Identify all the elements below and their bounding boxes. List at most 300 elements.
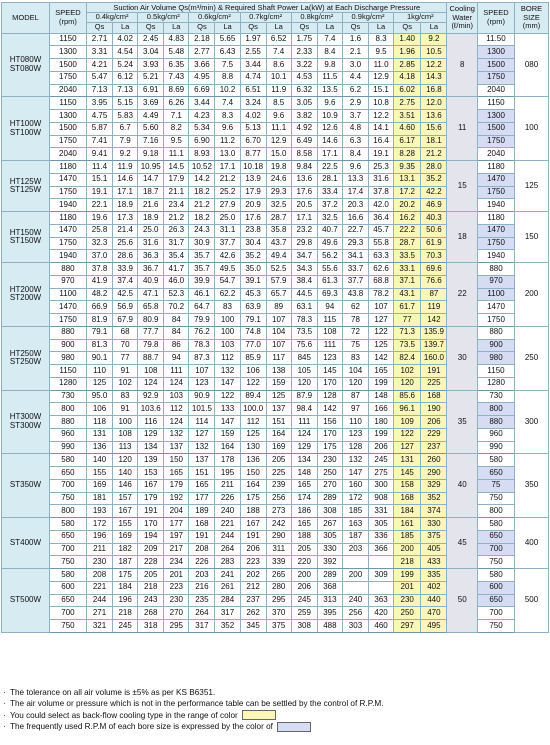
la-cell: 195 [215, 467, 240, 480]
qs-cell: 235 [189, 594, 215, 607]
model-name: ST150W [9, 236, 42, 246]
qs-cell: 1.40 [394, 33, 421, 46]
model-name: HT300W [9, 412, 42, 422]
qs-cell: 17.1 [291, 212, 317, 225]
la-cell: 6.35 [164, 59, 189, 72]
note-tolerance: · The tolerance on all air volume is ±5% as per KS B6351. [3, 688, 216, 697]
qs-cell: 191 [138, 505, 164, 518]
bore-cell: 500 [515, 569, 549, 633]
qs-cell: 175 [240, 492, 266, 505]
la-cell: 317 [215, 607, 240, 620]
la-cell: 8.4 [317, 46, 342, 59]
qs-cell: 158 [394, 479, 421, 492]
la-cell: 37.4 [113, 275, 138, 288]
pressure-header: 0.8kg/cm² [291, 13, 342, 23]
speed-cell: 1180 [49, 212, 86, 225]
qs-cell: 153 [138, 467, 164, 480]
la-cell: 50.6 [421, 224, 447, 237]
qs-cell: 109 [394, 416, 421, 429]
speed-cell: 580 [49, 518, 86, 531]
la-cell: 100 [215, 314, 240, 327]
la-cell: 52.3 [164, 288, 189, 301]
qs-cell: 16.6 [342, 212, 368, 225]
qs-cell: 111 [291, 416, 317, 429]
qs-cell: 19.1 [86, 186, 112, 199]
qs-cell: 78.3 [291, 314, 317, 327]
la-cell: 120 [113, 454, 138, 467]
speed-right-cell: 1750 [477, 314, 514, 327]
qs-cell: 4.53 [291, 71, 317, 84]
qs-cell: 211 [86, 543, 112, 556]
qs-cell: 2.18 [189, 33, 215, 46]
qs-cell: 17.9 [240, 186, 266, 199]
qs-cell: 79.8 [138, 339, 164, 352]
la-cell: 115 [317, 314, 342, 327]
qs-cell: 6.70 [240, 135, 266, 148]
qs-cell: 168 [394, 492, 421, 505]
la-cell: 123 [317, 352, 342, 365]
la-cell: 10.1 [266, 71, 291, 84]
qs-cell: 200 [291, 569, 317, 582]
la-cell: 270 [317, 479, 342, 492]
speed-cell: 1750 [49, 71, 86, 84]
la-cell: 16.8 [421, 84, 447, 97]
speed-cell: 600 [49, 581, 86, 594]
speed-right-cell: 880 [477, 416, 514, 429]
la-cell: 12.6 [317, 122, 342, 135]
qs-cell: 3.31 [86, 46, 112, 59]
la-cell: 125 [369, 339, 394, 352]
speed-right-cell: 580 [477, 518, 514, 531]
la-cell: 70.3 [421, 250, 447, 263]
la-cell: 119 [421, 301, 447, 314]
qs-cell: 79.9 [189, 314, 215, 327]
la-cell: 159 [266, 377, 291, 390]
qs-cell: 223 [240, 556, 266, 569]
qs-cell: 8.93 [189, 148, 215, 161]
qs-cell: 221 [86, 581, 112, 594]
la-cell: 305 [369, 518, 394, 531]
la-cell: 124 [164, 377, 189, 390]
bore-unit: (mm) [522, 21, 541, 31]
speed-right-cell: 960 [477, 428, 514, 441]
la-cell: 155 [113, 518, 138, 531]
la-cell: 264 [215, 543, 240, 556]
qs-cell: 160 [342, 479, 368, 492]
qs-cell: 25.8 [86, 224, 112, 237]
la-cell: 187 [113, 556, 138, 569]
la-cell: 142 [421, 314, 447, 327]
la-cell: 10.8 [369, 97, 394, 110]
la-cell: 375 [266, 620, 291, 633]
la-cell: 31.1 [215, 224, 240, 237]
la-cell: 178 [215, 454, 240, 467]
la-cell: 18.9 [113, 199, 138, 212]
la-cell: 42.5 [113, 288, 138, 301]
qs-cell: 65.8 [138, 301, 164, 314]
qs-cell: 185 [342, 505, 368, 518]
qs-cell: 145 [394, 467, 421, 480]
qs-cell: 100.0 [240, 403, 266, 416]
la-cell: 146 [113, 479, 138, 492]
la-cell: 14.5 [164, 161, 189, 174]
la-cell: 138 [266, 365, 291, 378]
qs-cell: 6.2 [342, 84, 368, 97]
qs-cell: 3.44 [240, 59, 266, 72]
la-cell: 197 [164, 530, 189, 543]
la-cell: 70 [113, 339, 138, 352]
speed-cell: 650 [49, 594, 86, 607]
model-name: ST400W [9, 537, 42, 547]
qs-cell: 105 [291, 365, 317, 378]
la-cell: 221 [215, 518, 240, 531]
bore-cell: 080 [515, 33, 549, 97]
qs-cell: 3.04 [138, 46, 164, 59]
la-cell: 52.5 [266, 263, 291, 276]
pressure-header: 1kg/cm² [394, 13, 447, 23]
qs-cell: 9.6 [342, 161, 368, 174]
qs-cell: 5.34 [189, 122, 215, 135]
cooling-cell: 15 [447, 161, 478, 212]
la-cell: 180 [369, 416, 394, 429]
la-cell: 19.1 [369, 148, 394, 161]
qs-cell: 130 [240, 441, 266, 454]
la-cell: 67.9 [113, 314, 138, 327]
la-cell: 242 [266, 518, 291, 531]
qs-cell: 345 [240, 620, 266, 633]
la-cell: 142 [369, 352, 394, 365]
qs-cell: 2.9 [342, 97, 368, 110]
la-cell: 182 [113, 543, 138, 556]
header-model: MODEL [2, 3, 50, 34]
qs-cell: 5.60 [138, 122, 164, 135]
la-cell: 11.1 [164, 148, 189, 161]
la-cell: 46.0 [164, 275, 189, 288]
model-name: HT125W [9, 176, 42, 186]
qs-cell: 39.1 [240, 275, 266, 288]
qs-cell [342, 581, 368, 594]
la-cell: 237 [421, 441, 447, 454]
speed-right-cell: 700 [477, 607, 514, 620]
speed-right-cell: 1470 [477, 173, 514, 186]
la-cell: 113 [113, 441, 138, 454]
la-cell: 7.5 [215, 59, 240, 72]
la-cell: 165 [369, 365, 394, 378]
speed-right-cell: 1500 [477, 59, 514, 72]
qs-header: Qs [291, 22, 317, 33]
qs-cell: 35.2 [240, 250, 266, 263]
la-cell: 352 [215, 620, 240, 633]
la-cell: 12.2 [421, 59, 447, 72]
la-cell: 190 [421, 403, 447, 416]
la-cell: 245 [113, 620, 138, 633]
qs-cell: 77.7 [138, 326, 164, 339]
qs-cell: 125 [240, 428, 266, 441]
qs-cell: 148 [291, 467, 317, 480]
la-cell: 62.6 [369, 263, 394, 276]
speed-cell: 750 [49, 492, 86, 505]
la-cell: 10.2 [215, 84, 240, 97]
table-row [2, 569, 549, 582]
qs-cell: 13.9 [240, 173, 266, 186]
bore-cell: 400 [515, 518, 549, 569]
qs-cell: 3.69 [138, 97, 164, 110]
cooling-cell: 11 [447, 97, 478, 161]
bore-cell: 350 [515, 454, 549, 518]
qs-cell: 230 [394, 594, 421, 607]
qs-cell: 35.0 [240, 263, 266, 276]
la-cell: 13.5 [317, 84, 342, 97]
la-cell: 184 [113, 581, 138, 594]
qs-cell: 30.4 [240, 237, 266, 250]
qs-cell: 33.1 [394, 263, 421, 276]
la-cell: 191 [421, 365, 447, 378]
la-cell: 17.3 [113, 212, 138, 225]
qs-cell: 15.1 [86, 173, 112, 186]
qs-cell: 74.8 [240, 326, 266, 339]
qs-cell: 134 [138, 441, 164, 454]
qs-cell: 132 [189, 441, 215, 454]
la-cell: 14.6 [113, 173, 138, 186]
qs-cell: 14.7 [138, 173, 164, 186]
qs-cell: 6.32 [291, 84, 317, 97]
la-cell: 89 [266, 301, 291, 314]
qs-cell: 196 [86, 530, 112, 543]
qs-cell: 124 [291, 428, 317, 441]
la-cell: 33.9 [113, 263, 138, 276]
qs-cell: 98.4 [291, 403, 317, 416]
qs-cell: 237 [240, 594, 266, 607]
la-cell: 49.6 [317, 237, 342, 250]
qs-cell: 244 [86, 594, 112, 607]
speed-cell: 900 [49, 339, 86, 352]
la-cell: 265 [266, 569, 291, 582]
speed-right-cell: 1180 [477, 212, 514, 225]
la-cell: 375 [421, 530, 447, 543]
qs-cell: 71.3 [394, 326, 421, 339]
la-cell: 78.2 [369, 288, 394, 301]
qs-cell: 4.95 [189, 71, 215, 84]
speed-right-cell: 1150 [477, 97, 514, 110]
la-cell: 9.8 [317, 59, 342, 72]
la-cell: 65.7 [266, 288, 291, 301]
qs-cell: 317 [189, 620, 215, 633]
la-cell: 241 [215, 569, 240, 582]
table-row [2, 326, 549, 339]
speed-cell: 580 [49, 569, 86, 582]
pressure-header: 0.9kg/cm² [342, 13, 393, 23]
qs-cell: 8.4 [342, 148, 368, 161]
qs-cell: 6.02 [394, 84, 421, 97]
speed-right-cell: 1300 [477, 110, 514, 123]
model-cell [2, 390, 50, 454]
qs-cell: 167 [138, 479, 164, 492]
qs-cell: 3.44 [189, 97, 215, 110]
qs-header: Qs [138, 22, 164, 33]
la-cell: 40.7 [317, 224, 342, 237]
speed-right-cell: 650 [477, 530, 514, 543]
la-cell: 12.9 [266, 135, 291, 148]
la-cell: 147 [215, 377, 240, 390]
la-cell: 16.4 [369, 135, 394, 148]
la-cell: 199 [369, 428, 394, 441]
la-cell [369, 556, 394, 569]
qs-cell: 32.3 [86, 237, 112, 250]
qs-cell: 230 [86, 556, 112, 569]
la-cell: 86 [164, 339, 189, 352]
qs-cell: 4.92 [291, 122, 317, 135]
la-cell: 62.2 [215, 288, 240, 301]
la-cell: 135.9 [421, 326, 447, 339]
la-cell: 100 [215, 326, 240, 339]
la-cell: 261 [215, 581, 240, 594]
qs-cell: 9.35 [394, 161, 421, 174]
qs-cell: 72 [342, 326, 368, 339]
model-name: HT250W [9, 348, 42, 358]
la-cell: 330 [421, 518, 447, 531]
la-cell: 35.4 [164, 250, 189, 263]
la-cell: 366 [369, 543, 394, 556]
la-cell: 9.6 [317, 97, 342, 110]
qs-cell: 6.49 [291, 135, 317, 148]
qs-cell: 256 [342, 607, 368, 620]
qs-cell: 116 [138, 416, 164, 429]
la-cell: 168 [421, 390, 447, 403]
la-cell: 43.7 [266, 237, 291, 250]
la-cell: 12.2 [369, 110, 394, 123]
la-cell: 32.5 [266, 199, 291, 212]
la-cell: 9.6 [215, 122, 240, 135]
speed-cell: 1150 [49, 365, 86, 378]
la-cell: 63.3 [369, 250, 394, 263]
qs-cell: 137 [189, 454, 215, 467]
la-cell: 21.2 [421, 148, 447, 161]
la-cell: 100 [113, 416, 138, 429]
speed-cell: 880 [49, 326, 86, 339]
qs-cell: 34.1 [342, 250, 368, 263]
qs-cell: 30.9 [189, 237, 215, 250]
la-cell: 107 [266, 339, 291, 352]
qs-cell: 123 [189, 377, 215, 390]
la-cell: 18.1 [421, 135, 447, 148]
qs-cell: 4.4 [342, 71, 368, 84]
la-cell: 226 [215, 492, 240, 505]
qs-cell: 37.0 [86, 250, 112, 263]
la-cell: 17.9 [164, 173, 189, 186]
speed-cell: 750 [49, 556, 86, 569]
cooling-cell: 45 [447, 518, 478, 569]
qs-cell: 35.7 [189, 250, 215, 263]
speed-right-cell: 990 [477, 441, 514, 454]
speed-cell: 1280 [49, 377, 86, 390]
speed-right-cell: 1940 [477, 250, 514, 263]
qs-cell: 205 [291, 543, 317, 556]
la-cell: 87 [421, 288, 447, 301]
la-cell: 240 [215, 505, 240, 518]
la-cell: 308 [317, 505, 342, 518]
qs-cell: 75 [342, 339, 368, 352]
qs-cell: 208 [189, 543, 215, 556]
qs-cell: 104 [342, 365, 368, 378]
speed-right-cell: 1150 [477, 365, 514, 378]
speed-right-cell: 750 [477, 620, 514, 633]
la-cell: 46.9 [421, 199, 447, 212]
qs-cell: 28.7 [394, 237, 421, 250]
qs-cell: 76.2 [189, 326, 215, 339]
qs-cell: 13.3 [342, 173, 368, 186]
qs-cell: 165 [189, 479, 215, 492]
qs-cell: 174 [291, 492, 317, 505]
qs-cell: 164 [240, 479, 266, 492]
la-cell: 164 [215, 441, 240, 454]
qs-cell: 200 [394, 543, 421, 556]
la-cell: 107 [369, 301, 394, 314]
la-cell: 56.2 [317, 250, 342, 263]
notes [3, 687, 547, 732]
qs-cell: 209 [138, 543, 164, 556]
qs-cell: 163 [342, 518, 368, 531]
la-cell: 127 [369, 314, 394, 327]
qs-cell: 7.41 [86, 135, 112, 148]
qs-cell: 90.1 [86, 352, 112, 365]
speed-right-cell: 580 [477, 569, 514, 582]
speed-cell: 800 [49, 505, 86, 518]
bore-cell: 125 [515, 161, 549, 212]
pressure-header: 0.4kg/cm² [86, 13, 137, 23]
qs-cell: 150 [240, 467, 266, 480]
la-cell: 4.83 [164, 33, 189, 46]
qs-header: Qs [394, 22, 421, 33]
qs-cell: 128 [342, 441, 368, 454]
la-cell: 15.1 [369, 84, 394, 97]
qs-cell: 89.4 [240, 390, 266, 403]
model-name: HT080W [9, 55, 42, 65]
la-cell: 199 [369, 377, 394, 390]
bore-label: BORE SIZE [520, 3, 543, 22]
speed-right-cell: 1280 [477, 377, 514, 390]
qs-cell: 199 [394, 569, 421, 582]
la-cell: 420 [369, 607, 394, 620]
model-cell [2, 263, 50, 327]
la-cell: 8.6 [266, 59, 291, 72]
qs-cell: 318 [138, 620, 164, 633]
qs-cell: 4.74 [240, 71, 266, 84]
la-cell: 61.9 [421, 237, 447, 250]
note-text: You could select as back-flow cooling type in the range of color [10, 710, 238, 720]
bore-cell: 100 [515, 97, 549, 161]
la-cell: 103 [215, 339, 240, 352]
la-cell: 6.43 [215, 46, 240, 59]
qs-cell: 189 [189, 505, 215, 518]
qs-cell: 87.3 [189, 352, 215, 365]
qs-cell: 46.1 [189, 288, 215, 301]
la-cell: 402 [421, 581, 447, 594]
la-cell: 290 [421, 467, 447, 480]
qs-cell: 6.51 [240, 84, 266, 97]
qs-cell: 110 [342, 416, 368, 429]
qs-cell: 80.9 [138, 314, 164, 327]
la-header: La [317, 22, 342, 33]
la-cell: 42.6 [215, 250, 240, 263]
qs-cell: 43.8 [342, 288, 368, 301]
qs-cell: 2.1 [342, 46, 368, 59]
la-cell: 112 [164, 403, 189, 416]
la-cell: 19.8 [266, 161, 291, 174]
speed-right-cell: 1940 [477, 199, 514, 212]
qs-cell: 6.91 [138, 84, 164, 97]
qs-cell: 4.02 [240, 110, 266, 123]
la-cell: 111 [164, 365, 189, 378]
